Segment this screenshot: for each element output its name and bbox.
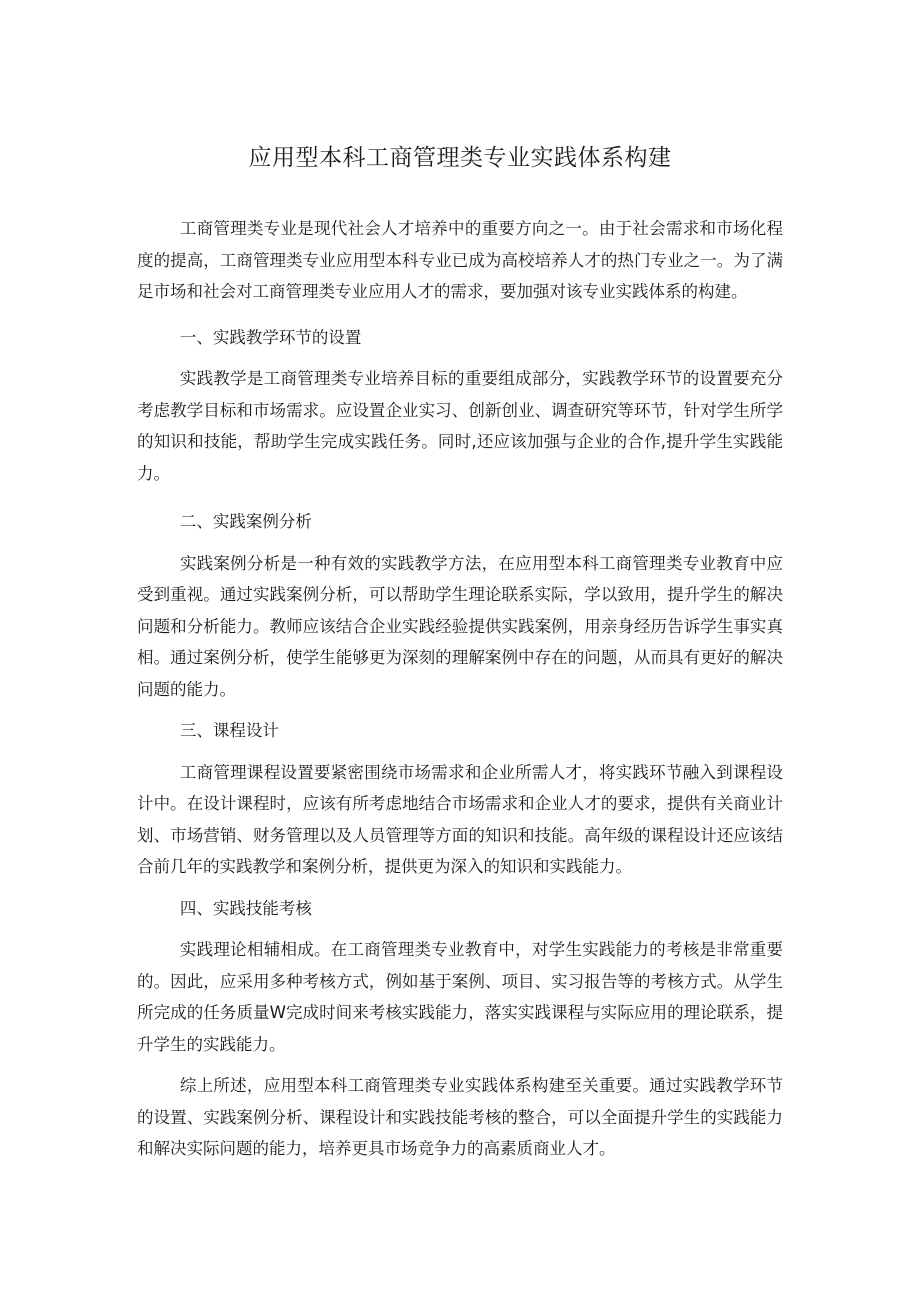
document-body <box>137 213 783 1165</box>
conclusion-paragraph: 综上所述，应用型本科工商管理类专业实践体系构建至关重要。通过实践教学环节的设置、实践案例分析、课程设计和实践技能考核的整合，可以全面提升学生的实践能力和解决实际问题的能力，培养更具市场竞争力的高素质商业人才。 <box>137 1076 783 1158</box>
section-paragraph-4: 实践理论相辅相成。在工商管理类专业教育中，对学生实践能力的考核是非常重要的。因此，应采用多种考核方式，例如基于案例、项目、实习报告等的考核方式。从学生所完成的任务质量W完成时间来考核实践能力，落实实践课程与实际应用的理论联系，提升学生的实践能力。 <box>137 940 783 1054</box>
intro-paragraph: 工商管理类专业是现代社会人才培养中的重要方向之一。由于社会需求和市场化程度的提高，工商管理类专业应用型本科专业已成为高校培养人才的热门专业之一。为了满足市场和社会对工商管理类专业应用人才的需求，要加强对该专业实践体系的构建。 <box>137 219 783 301</box>
section-heading-2: 二、实践案例分析 <box>179 512 312 531</box>
section-heading-1: 一、实践教学环节的设置 <box>179 327 362 347</box>
section-heading-4: 四、实践技能考核 <box>179 898 312 918</box>
section-heading-3: 三、课程设计 <box>179 721 279 740</box>
section-paragraph-2: 实践案例分析是一种有效的实践教学方法，在应用型本科工商管理类专业教育中应受到重视。通过实践案例分析，可以帮助学生理论联系实际，学以致用，提升学生的解决问题和分析能力。教师应该结合企业实践经验提供实践案例，用亲身经历告诉学生事实真相。通过案例分析，使学生能够更为深刻的理解案例中存在的问题，从而具有更好的解决问题的能力。 <box>137 553 783 699</box>
document-title: 应用型本科工商管理类专业实践体系构建 <box>248 145 672 171</box>
section-paragraph-1: 实践教学是工商管理类专业培养目标的重要组成部分，实践教学环节的设置要充分考虑教学目标和市场需求。应设置企业实习、创新创业、调查研究等环节，针对学生所学的知识和技能，帮助学生完成实践任务。同时,还应该加强与企业的合作,提升学生实践能力。 <box>137 369 783 483</box>
section-paragraph-3: 工商管理课程设置要紧密围绕市场需求和企业所需人才，将实践环节融入到课程设计中。在设计课程时，应该有所考虑地结合市场需求和企业人才的要求，提供有关商业计划、市场营销、财务管理以及人员管理等方面的知识和技能。高年级的课程设计还应该结合前几年的实践教学和案例分析，提供更为深入的知识和实践能力。 <box>137 762 783 876</box>
